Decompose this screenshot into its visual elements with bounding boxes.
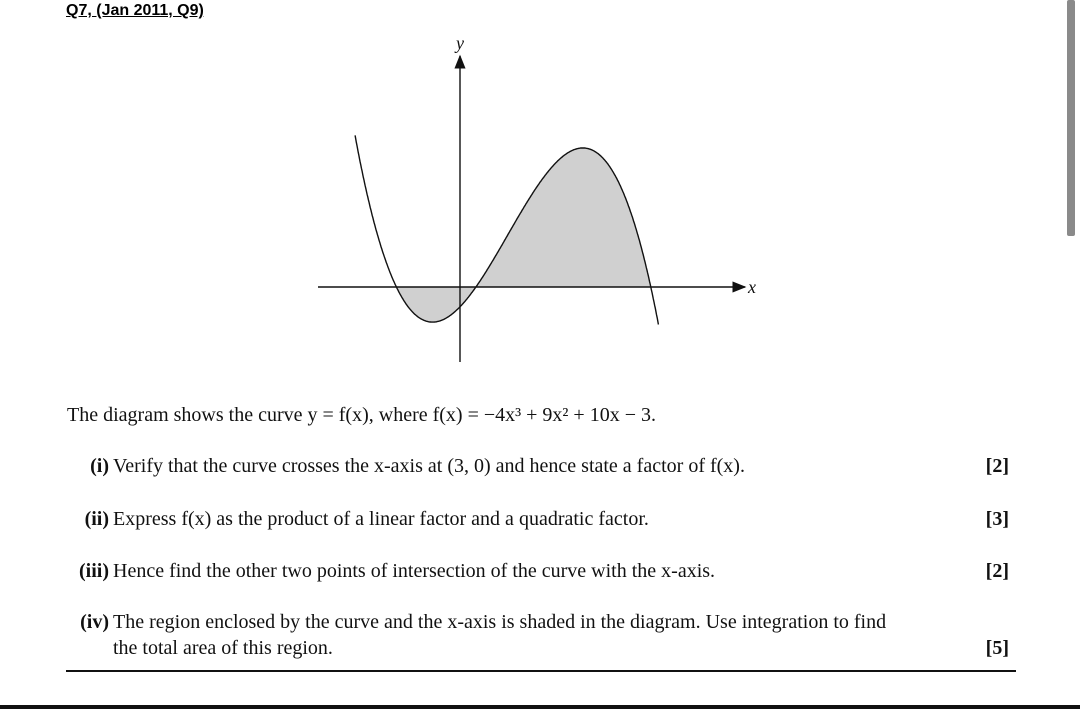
part-text-line-1: The region enclosed by the curve and the x-axis is shaded in the diagram. Use integration to find <box>113 611 887 633</box>
x-axis-label: x <box>748 277 756 297</box>
part-marks: [2] <box>985 455 1009 477</box>
y-axis-label: y <box>456 33 464 53</box>
part-marks: [2] <box>985 560 1009 582</box>
question-reference-title: Q7, (Jan 2011, Q9) <box>66 2 204 19</box>
question-end-rule <box>66 670 1016 672</box>
part-text: Hence find the other two points of intersection of the curve with the x-axis. <box>113 560 716 582</box>
page-bottom-border <box>0 705 1080 709</box>
part-text: Verify that the curve crosses the x-axis at (3, 0) and hence state a factor of f(x). <box>113 455 745 477</box>
intro-text: The diagram shows the curve <box>67 404 308 426</box>
question-intro <box>67 404 656 427</box>
part-marks: [3] <box>985 508 1009 530</box>
part-number: (iii) <box>79 560 109 582</box>
shaded-region-above-axis <box>476 148 651 287</box>
part-text: Express f(x) as the product of a linear factor and a quadratic factor. <box>113 508 649 530</box>
shaded-region-below-axis <box>396 287 476 322</box>
part-marks: [5] <box>985 637 1009 659</box>
intro-function: y = f(x), where f(x) = −4x³ + 9x² + 10x − 3. <box>307 404 656 426</box>
part-number: (ii) <box>84 508 109 530</box>
part-number: (i) <box>90 455 109 477</box>
part-number: (iv) <box>80 611 109 633</box>
part-text-line-2: the total area of this region. <box>113 637 333 659</box>
